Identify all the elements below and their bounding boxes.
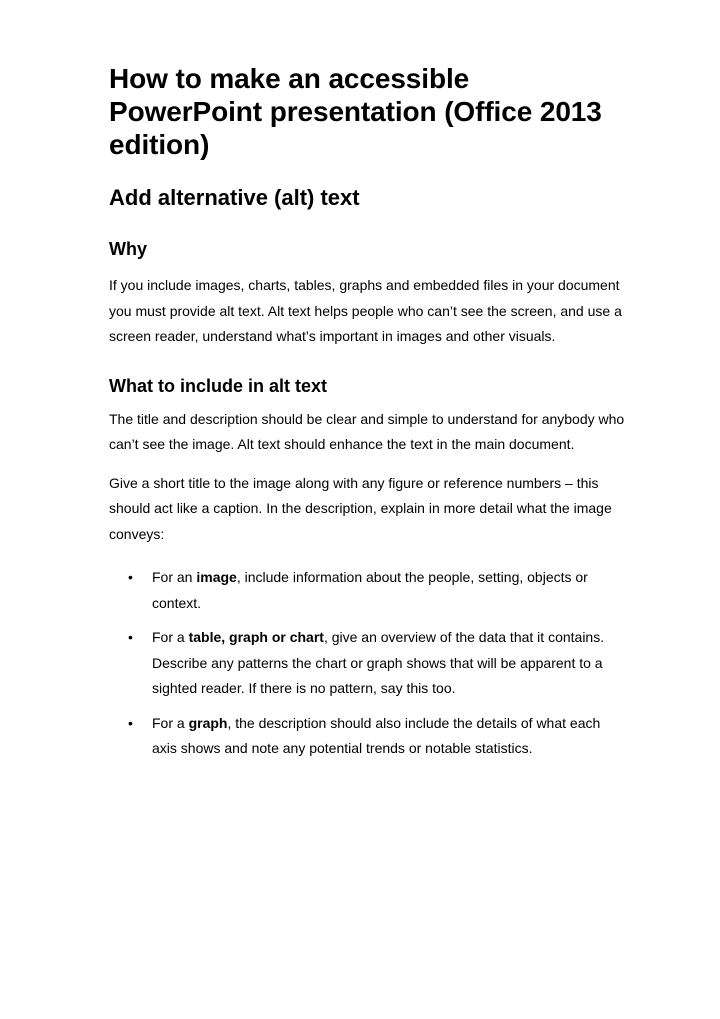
list-item-prefix: For an [152,569,197,585]
list-item-text: , give an overview of the data that it contains. Describe any patterns the chart or graph shows that will be apparent to a sighted reader. If there is no pattern, say this too. [152,629,605,696]
list-item-prefix: For a [152,714,189,731]
list-item-bold: graph [188,714,228,731]
why-heading: Why [109,239,147,259]
what-heading: What to include in alt text [109,375,328,396]
document-title: How to make an accessible PowerPoint presentation (Office 2013 edition) [109,63,602,160]
what-paragraph-2: Give a short title to the image along with any figure or reference numbers – this should act like a caption. In the description, explain in more detail what the image conveys: [109,474,612,542]
bullet-icon: • [128,714,133,731]
bullet-list [109,565,629,762]
list-item-text: , the description should also include the details of what each axis shows and note any potential trends or notable statistics. [152,714,601,756]
list-item [109,625,629,702]
document-page [109,62,629,762]
list-item-text: , include information about the people, setting, objects or context. [152,569,588,611]
what-paragraph-1: The title and description should be clear and simple to understand for anybody who can’t see the image. Alt text should enhance the text in the main document. [109,410,625,452]
list-item-prefix: For a [152,629,189,645]
list-item-bold: image [196,569,237,585]
bullet-icon: • [128,569,133,585]
bullet-icon: • [128,629,133,645]
why-paragraph: If you include images, charts, tables, graphs and embedded files in your document you must provide alt text. Alt text helps people who can’t see the screen, and use a screen reader, understand what’s important in images and other visuals. [109,277,622,344]
list-item [109,711,629,762]
list-item-bold: table, graph or chart [188,629,324,645]
list-item [109,565,629,616]
section-heading: Add alternative (alt) text [109,185,360,210]
